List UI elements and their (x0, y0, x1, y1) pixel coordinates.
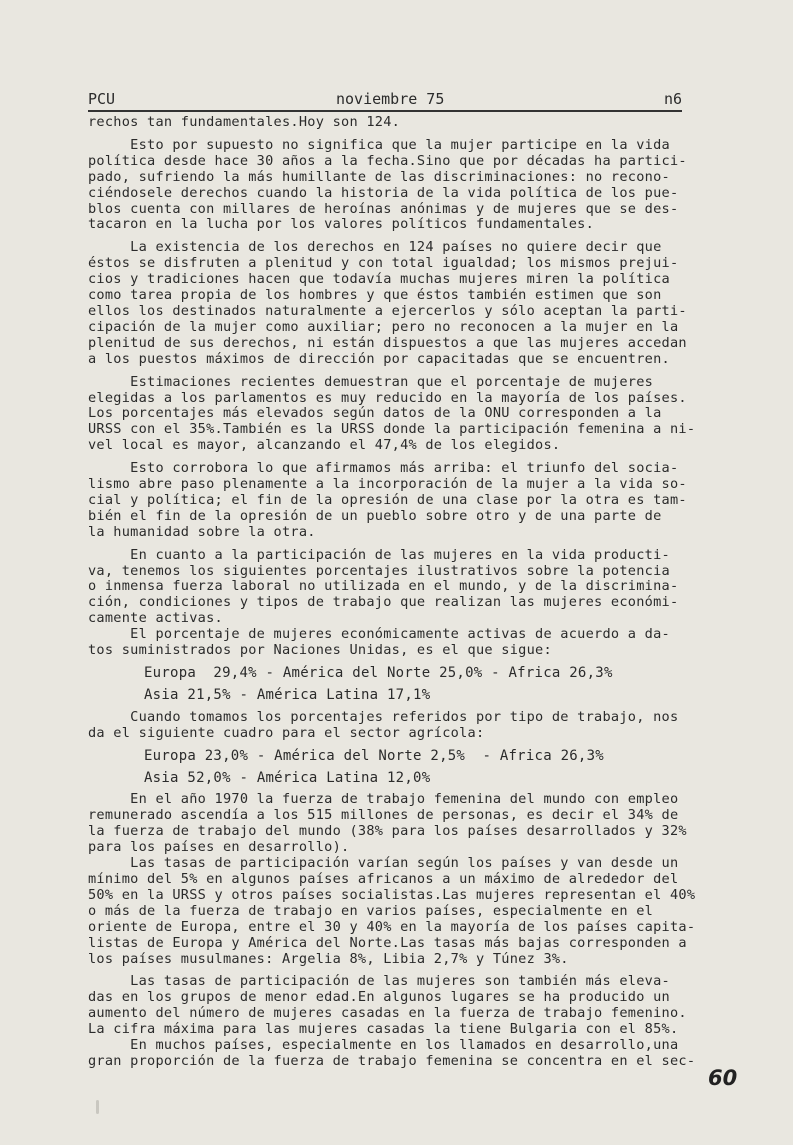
paragraph: En cuanto a la participación de las mujeres en la vida producti- va, tenemos los siguientes porcentajes ilustrativos sobre la potencia o inmensa fuerza laboral no utilizada en el mundo, y de la discrimina- ción, condiciones y tipos de trabajo que realizan las mujeres económi- camente activas. (88, 546, 679, 627)
statistics-line: Asia 21,5% - América Latina 17,1% (144, 686, 431, 703)
page-header (88, 90, 682, 112)
header-date: noviembre 75 (336, 90, 445, 108)
statistics-line: Asia 52,0% - América Latina 12,0% (144, 769, 431, 786)
page-number: 60 (708, 1066, 738, 1090)
paragraph: rechos tan fundamentales.Hoy son 124. (88, 114, 401, 130)
paragraph: La existencia de los derechos en 124 países no quiere decir que éstos se disfruten a plenitud y con total igualdad; los mismos prejui- cios y tradiciones hacen que todavía muchas mujeres miren la política como tarea propia de los hombres y que éstos también estimen que son ellos los destinados naturalmente a ejercerlos y sólo aceptan la parti- cipación de la mujer como auxiliar; pero no reconocen a la mujer en la plenitud de sus derechos, ni están dispuestos a que las mujeres accedan a los puestos máximos de dirección por capacitadas que se encuentren. (88, 239, 687, 367)
paragraph: En el año 1970 la fuerza de trabajo femenina del mundo con empleo remunerado ascendía a los 515 millones de personas, es decir el 34% de la fuerza de trabajo del mundo (38% para los países desarrollados y 32% para los países en desarrollo). (88, 791, 687, 856)
body-text (88, 115, 748, 1077)
paragraph: Cuando tomamos los porcentajes referidos por tipo de trabajo, nos da el siguiente cuadro para el sector agrícola: (88, 708, 679, 741)
paragraph: El porcentaje de mujeres económicamente activas de acuerdo a da- tos suministrados por Naciones Unidas, es el que sigue: (88, 626, 670, 659)
paragraph: Esto por supuesto no significa que la mujer participe en la vida política desde hace 30 años a la fecha.Sino que por décadas ha partici- pado, sufriendo la más humillante de las discriminaciones: no recono- ciéndosele derechos cuando la historia de la vida política de los pue- blos cuenta con millares de heroínas anónimas y de mujeres que se des- tacaron en la lucha por los valores políticos fundamentales. (88, 136, 687, 233)
header-publication: PCU (88, 90, 116, 108)
paragraph: Las tasas de participación de las mujeres son también más eleva- das en los grupos de menor edad.En algunos lugares se ha producido un aumento del número de mujeres casadas en la fuerza de trabajo femenino. La cifra máxima para las mujeres casadas la tiene Bulgaria con el 85%. En muchos países, especialmente en los llamados en desarrollo,una gran proporción de la fuerza de trabajo femenina se concentra en el sec- (88, 973, 696, 1069)
statistics-line: Europa 23,0% - América del Norte 2,5% - Africa 26,3% (144, 747, 604, 764)
paragraph: Estimaciones recientes demuestran que el porcentaje de mujeres elegidas a los parlamentos es muy reducido en la mayoría de los países. Los porcentajes más elevados según datos de la ONU corresponden a la URSS con el 35%.También es la URSS donde la participación femenina a ni- vel local es mayor, alcanzando el 47,4% de los elegidos. (88, 373, 696, 454)
paragraph: Esto corrobora lo que afirmamos más arriba: el triunfo del socia- lismo abre paso plenamente a la incorporación de la mujer a la vida so- cial y política; el fin de la opresión de una clase por la otra es tam- bién el fin de la opresión de un pueblo sobre otro y de una parte de la humanidad sobre la otra. (88, 460, 687, 540)
statistics-line: Europa 29,4% - América del Norte 25,0% - Africa 26,3% (144, 665, 613, 681)
paragraph: Las tasas de participación varían según los países y van desde un mínimo del 5% en algunos países africanos a un máximo de alrededor del 50% en la URSS y otros países socialistas.Las mujeres representan el 40% o más de la fuerza de trabajo en varios países, especialmente en el oriente de Europa, entre el 30 y 40% en la mayoría de los países capita- listas de Europa y América del Norte.Las tasas más bajas corresponden a los países musulmanes: Argelia 8%, Libia 2,7% y Túnez 3%. (88, 855, 696, 967)
paper-mark (96, 1100, 99, 1114)
header-issue: n6 (663, 90, 682, 108)
